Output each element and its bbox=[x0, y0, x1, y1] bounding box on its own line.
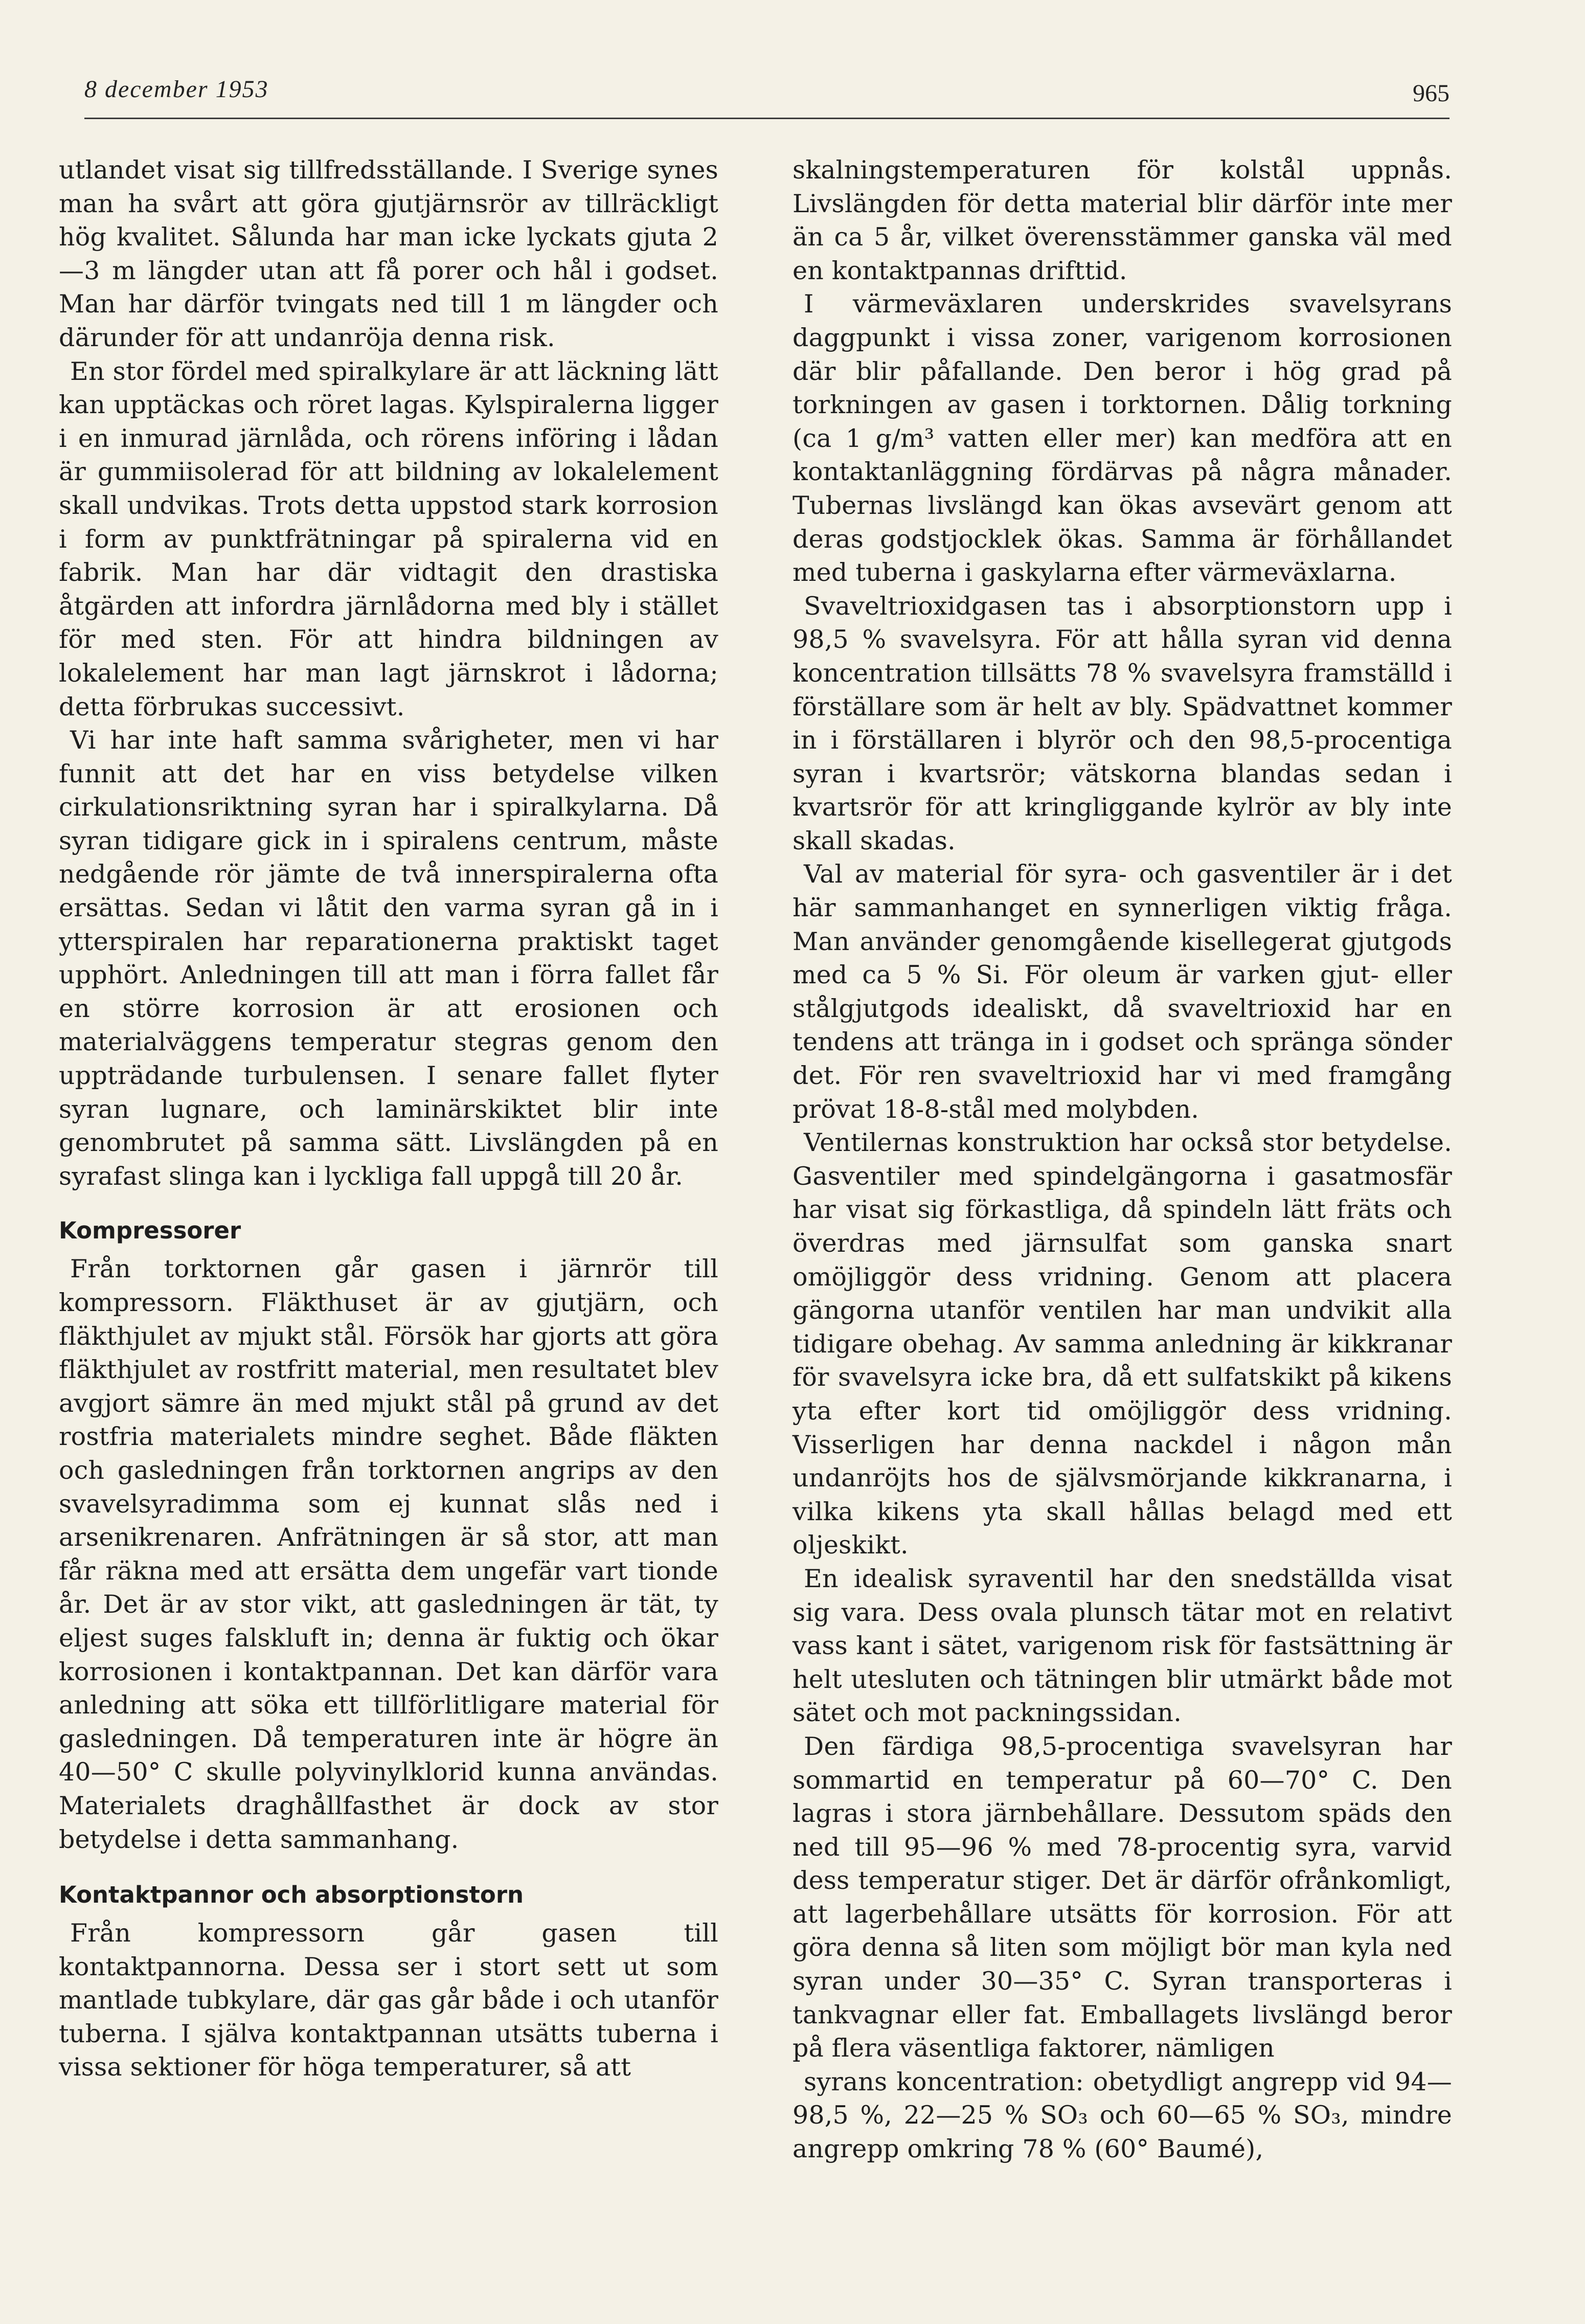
issue-date: 8 december 1953 bbox=[84, 76, 269, 103]
paragraph: En idealisk syraventil har den snedställda visat sig vara. Dess ovala plunsch tätar mot en relativt vass kant i sätet, varigenom risk för fastsättning är helt utesluten och tätningen blir utmärkt både mot sätet och mot packningssidan. bbox=[792, 1564, 1452, 1728]
paragraph: Från kompressorn går gasen till kontaktpannorna. Dessa ser i stort sett ut som mantlade tubkylare, där gas går både i och utanför tuberna. I själva kontaktpannan utsätts tuberna i vissa sektioner för höga temperaturer, så att bbox=[59, 1919, 718, 2082]
page-number: 965 bbox=[1413, 80, 1450, 107]
paragraph: utlandet visat sig tillfredsställande. I Sverige synes man ha svårt att göra gjutjärnsrör av tillräckligt hög kvalitet. Sålunda har man icke lyckats gjuta 2—3 m längder utan att få porer och hål i godset. Man har därför tvingats ned till 1 m längder och därunder för att undanröja denna risk. bbox=[59, 155, 718, 352]
paragraph: I värmeväxlaren underskrides svavelsyrans daggpunkt i vissa zoner, varigenom korrosionen där blir påfallande. Den beror i hög grad på torkningen av gasen i torktornen. Dålig torkning (ca 1 g/m³ vatten eller mer) kan medföra att en kontaktanläggning fördärvas på några månader. Tubernas livslängd kan ökas avsevärt genom att deras godstjocklek ökas. Samma är förhållandet med tuberna i gaskylarna efter värmeväxlarna. bbox=[792, 289, 1452, 588]
paragraph: Svaveltrioxidgasen tas i absorptionstorn upp i 98,5 % svavelsyra. För att hålla syran vid denna koncentration tillsätts 78 % svavelsyra framställd i förställare som är helt av bly. Spädvattnet kommer in i förställaren i blyrör och den 98,5-procentiga syran i kvartsrör; vätskorna blandas sedan i kvartsrör för att kringliggande kylrör av bly inte skall skadas. bbox=[792, 591, 1452, 855]
paragraph: Den färdiga 98,5-procentiga svavelsyran har sommartid en temperatur på 60—70° C. Den lagras i stora järnbehållare. Dessutom späds den ned till 95—96 % med 78-procentig syra, varvid dess temperatur stiger. Det är därför ofrånkomligt, att lagerbehållare utsätts för korrosion. För att göra denna så liten som möjligt bör man kyla ned syran under 30—35° C. Syran transporteras i tankvagnar eller fat. Emballagets livslängd beror på flera väsentliga faktorer, nämligen bbox=[792, 1731, 1452, 2063]
section-heading-kompressorer: Kompressorer bbox=[59, 1217, 241, 1245]
paragraph: En stor fördel med spiralkylare är att läckning lätt kan upptäckas och röret lagas. Kylspiralerna ligger i en inmurad järnlåda, och rörens införing i lådan är gummiisolerad för att bildning av lokalelement skall undvikas. Trots detta uppstod stark korrosion i form av punktfrätningar på spiralerna vid en fabrik. Man har där vidtagit den drastiska åtgärden att infordra järnlådorna med bly i stället för med sten. För att hindra bildningen av lokalelement har man lagt järnskrot i lådorna; detta förbrukas successivt. bbox=[59, 356, 718, 721]
paragraph: skalningstemperaturen för kolstål uppnås. Livslängden för detta material blir därför inte mer än ca 5 år, vilket överensstämmer ganska väl med en kontaktpannas drifttid. bbox=[792, 155, 1452, 285]
page-header bbox=[84, 69, 1450, 120]
left-column bbox=[59, 153, 718, 2084]
paragraph: syrans koncentration: obetydligt angrepp vid 94—98,5 %, 22—25 % SO₃ och 60—65 % SO₃, mindre angrepp omkring 78 % (60° Baumé), bbox=[792, 2067, 1452, 2164]
paragraph: Ventilernas konstruktion har också stor betydelse. Gasventiler med spindelgängorna i gasatmosfär har visat sig förkastliga, då spindeln lätt fräts och överdras med järnsulfat som ganska snart omöjliggör dess vridning. Genom att placera gängorna utanför ventilen har man undvikit alla tidigare obehag. Av samma anledning är kikkranar för svavelsyra icke bra, då ett sulfatskikt på kikens yta efter kort tid omöjliggör dess vridning. Visserligen har denna nackdel i någon mån undanröjts hos de självsmörjande kikkranarna, i vilka kikens yta skall hållas belagd med ett oljeskikt. bbox=[792, 1128, 1452, 1560]
paragraph: Från torktornen går gasen i järnrör till kompressorn. Fläkthuset är av gjutjärn, och fläkthjulet av mjukt stål. Försök har gjorts att göra fläkthjulet av rostfritt material, men resultatet blev avgjort sämre än med mjukt stål på grund av det rostfria materialets mindre seghet. Både fläkten och gasledningen från torktornen angrips av den svavelsyradimma som ej kunnat slås ned i arsenikrenaren. Anfrätningen är så stor, att man får räkna med att ersätta dem ungefär vart tionde år. Det är av stor vikt, att gasledningen är tät, ty eljest suges falskluft in; denna är fuktig och ökar korrosionen i kontaktpannan. Det kan därför vara anledning att söka ett tillförlitligare material för gasledningen. Då temperaturen inte är högre än 40—50° C skulle polyvinylklorid kunna användas. Materialets draghållfasthet är dock av stor betydelse i detta sammanhang. bbox=[59, 1254, 718, 1854]
paragraph: Vi har inte haft samma svårigheter, men vi har funnit att det har en viss betydelse vilken cirkulationsriktning syran har i spiralkylarna. Då syran tidigare gick in i spiralens centrum, måste nedgående rör jämte de två innerspiralerna ofta ersättas. Sedan vi låtit den varma syran gå in i ytterspiralen har reparationerna praktiskt taget upphört. Anledningen till att man i förra fallet får en större korrosion är att erosionen och materialväggens temperatur stegras genom den uppträdande turbulensen. I senare fallet flyter syran lugnare, och laminärskiktet blir inte genombrutet på samma sätt. Livslängden på en syrafast slinga kan i lyckliga fall uppgå till 20 år. bbox=[59, 726, 718, 1191]
paragraph: Val av material för syra- och gasventiler är i det här sammanhanget en synnerligen viktig fråga. Man använder genomgående kisellegerat gjutgods med ca 5 % Si. För oleum är varken gjut- eller stålgjutgods idealiskt, då svaveltrioxid har en tendens att tränga in i godset och spränga sönder det. För ren svaveltrioxid har vi med framgång prövat 18-8-stål med molybden. bbox=[792, 860, 1452, 1124]
header-rule bbox=[84, 118, 1450, 119]
right-column bbox=[792, 153, 1452, 2166]
section-heading-kontaktpannor: Kontaktpannor och absorptionstorn bbox=[59, 1881, 524, 1909]
